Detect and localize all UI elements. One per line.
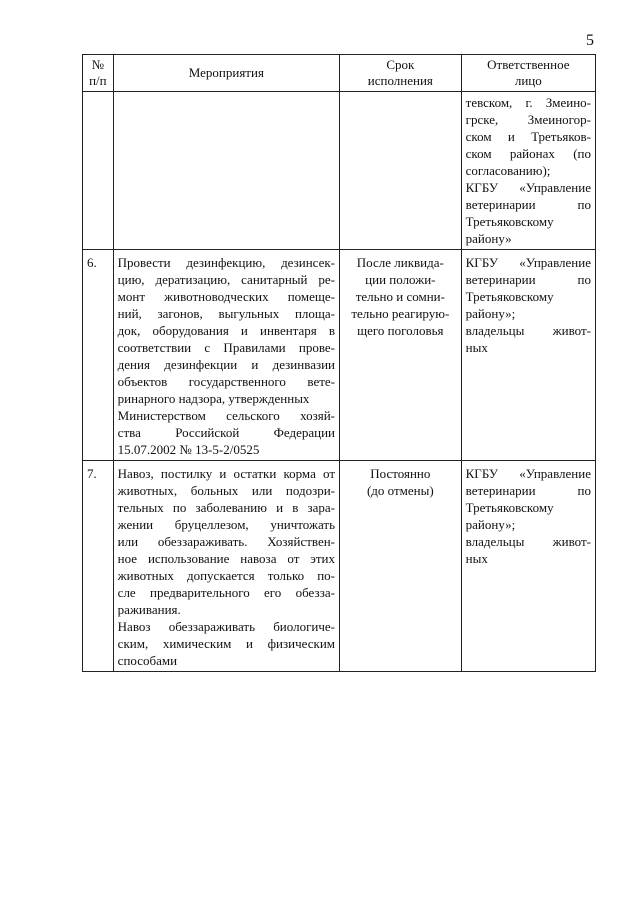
responsible-text-line: ветеринарии по (465, 197, 591, 212)
header-responsible-line: лицо (514, 73, 542, 88)
responsible-text-line: Третьяковскому (465, 500, 554, 515)
cell-responsible (461, 461, 595, 672)
activity-text-line: док, оборудования и инвентаря в (117, 323, 336, 338)
header-num (83, 55, 114, 92)
header-term-line: Срок (386, 57, 415, 72)
activity-text-line: цию, дератизацию, санитарный ре- (117, 272, 336, 287)
row-number: 6. (83, 250, 114, 461)
cell-activity (113, 461, 339, 672)
header-num-line: п/п (89, 73, 107, 88)
term-text-line: тельно реагирую- (351, 306, 450, 321)
activity-text-line: животных допускается только по- (117, 568, 336, 583)
responsible-text-line: ных (465, 340, 488, 355)
table-row (83, 461, 596, 672)
table-row (83, 250, 596, 461)
header-responsible-line: Ответственное (487, 57, 570, 72)
activity-text-line: ринарного надзора, утвержденных (117, 391, 310, 406)
header-activity: Мероприятия (113, 55, 339, 92)
activity-text-line: ства Российской Федерации (117, 425, 336, 440)
responsible-text-line: владельцы живот- (465, 323, 591, 338)
responsible-text-line: владельцы живот- (465, 534, 591, 549)
responsible-text-line: ском и Третьяков- (465, 129, 591, 144)
responsible-text-line: согласованию); (465, 163, 551, 178)
term-text-line: тельно и сомни- (355, 289, 445, 304)
activity-text-line: жении бруцеллезом, уничтожать (117, 517, 336, 532)
responsible-text-line: грске, Змеиногор- (465, 112, 591, 127)
activity-text-line: или обеззараживать. Хозяйствен- (117, 534, 336, 549)
cell-term (340, 250, 462, 461)
activity-text-line: тельных по заболеванию и в зара- (117, 500, 336, 515)
header-num-line: № (91, 57, 105, 72)
row-number: 7. (83, 461, 114, 672)
table-row (83, 92, 596, 250)
responsible-text-line: КГБУ «Управление (465, 466, 591, 481)
responsible-text-line: ных (465, 551, 488, 566)
measures-table (82, 54, 596, 672)
activity-text-line: объектов государственного вете- (117, 374, 336, 389)
responsible-text-line: району»; (465, 306, 516, 321)
responsible-text-line: району» (465, 231, 512, 246)
responsible-text-line: району»; (465, 517, 516, 532)
activity-text-line: соответствии с Правилами прове- (117, 340, 336, 355)
activity-text-line: сле предварительного его обезза- (117, 585, 336, 600)
responsible-text-line: ветеринарии по (465, 272, 591, 287)
row-number (83, 92, 114, 250)
header-term (340, 55, 462, 92)
page-number: 5 (586, 32, 594, 49)
cell-term (340, 461, 462, 672)
activity-text-line: монт животноводческих помеще- (117, 289, 336, 304)
term-text-line: Постоянно (370, 466, 431, 481)
responsible-text-line: ветеринарии по (465, 483, 591, 498)
activity-text-line: ний, загонов, выгульных площа- (117, 306, 336, 321)
cell-term (340, 92, 462, 250)
activity-text-line: дения дезинфекции и дезинвазии (117, 357, 336, 372)
responsible-text-line: КГБУ «Управление (465, 255, 591, 270)
cell-activity (113, 250, 339, 461)
cell-responsible (461, 250, 595, 461)
activity-text-line: ским, химическим и физическим (117, 636, 336, 651)
header-term-line: исполнения (367, 73, 433, 88)
table-header-row (83, 55, 596, 92)
activity-text-line: способами (117, 653, 178, 668)
activity-text-line: 15.07.2002 № 13-5-2/0525 (117, 442, 260, 457)
responsible-text-line: тевском, г. Змеино- (465, 95, 591, 110)
activity-text-line: Навоз обеззараживать биологиче- (117, 619, 336, 634)
responsible-text-line: Третьяковскому (465, 289, 554, 304)
term-text-line: После ликвида- (356, 255, 444, 270)
header-responsible (461, 55, 595, 92)
term-text-line: (до отмены) (366, 483, 434, 498)
activity-text-line: Провести дезинфекцию, дезинсек- (117, 255, 336, 270)
responsible-text-line: Третьяковскому (465, 214, 554, 229)
cell-activity (113, 92, 339, 250)
activity-text-line: животных, больных или подозри- (117, 483, 336, 498)
responsible-text-line: КГБУ «Управление (465, 180, 591, 195)
activity-text-line: Навоз, постилку и остатки корма от (117, 466, 336, 481)
activity-text-line: Министерством сельского хозяй- (117, 408, 336, 423)
term-text-line: ции положи- (365, 272, 436, 287)
term-text-line: щего поголовья (357, 323, 444, 338)
cell-responsible (461, 92, 595, 250)
activity-text-line: ное использование навоза от этих (117, 551, 336, 566)
activity-text-line: раживания. (117, 602, 181, 617)
responsible-text-line: ском районах (по (465, 146, 591, 161)
